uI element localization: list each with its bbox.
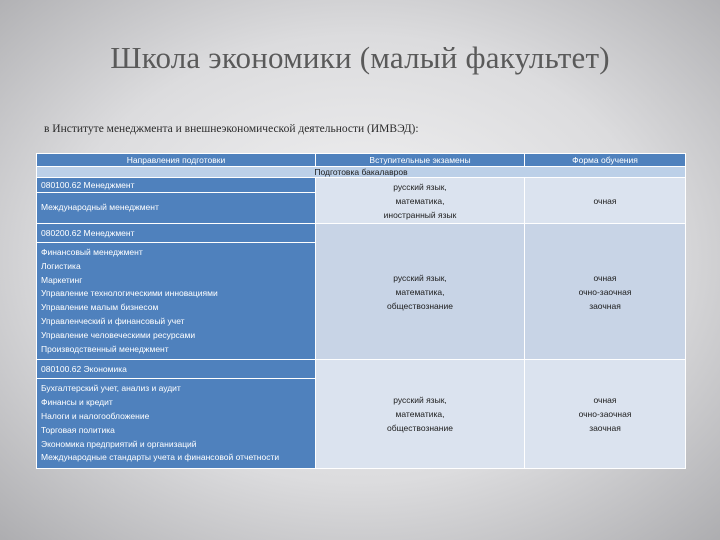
header-form: Форма обучения — [525, 154, 686, 167]
program-item: Логистика — [41, 260, 81, 271]
form-item: очная — [593, 272, 617, 283]
table-row — [37, 360, 686, 379]
form-item: очно-заочная — [578, 409, 632, 420]
header-exams: Вступительные экзамены — [316, 154, 525, 167]
exam-item: математика, — [395, 195, 445, 206]
form-cell — [525, 178, 686, 224]
form-cell — [525, 224, 686, 360]
exam-item: русский язык, — [393, 395, 447, 406]
program-item: Налоги и налогообложение — [41, 410, 150, 421]
table-row — [37, 224, 686, 243]
program-item: Управление человеческими ресурсами — [41, 329, 196, 340]
program-list — [37, 243, 316, 360]
exam-item: иностранный язык — [383, 209, 457, 220]
program-item: Производственный менеджмент — [41, 343, 169, 354]
slide-subtitle: в Институте менеджмента и внешнеэкономической деятельности (ИМВЭД): — [44, 123, 419, 135]
program-item: Бухгалтерский учет, анализ и аудит — [41, 383, 181, 394]
exams-cell — [316, 224, 525, 360]
subheader-bachelor: Подготовка бакалавров — [37, 167, 686, 178]
form-item: заочная — [589, 300, 621, 311]
table-header-row — [37, 154, 686, 167]
form-item: очно-заочная — [578, 286, 632, 297]
exams-cell — [316, 178, 525, 224]
form-item: очная — [593, 195, 617, 206]
exam-item: обществознание — [387, 423, 453, 434]
form-cell — [525, 360, 686, 469]
header-directions: Направления подготовки — [37, 154, 316, 167]
program-code: 080200.62 Менеджмент — [37, 224, 316, 243]
program-item: Финансовый менеджмент — [41, 247, 143, 257]
programs-table — [36, 153, 686, 469]
program-item: Управление малым бизнесом — [41, 302, 159, 313]
program-list — [37, 193, 316, 224]
exam-item: обществознание — [387, 300, 453, 311]
program-item: Международные стандарты учета и финансовой отчетности — [41, 452, 280, 463]
table-row — [37, 178, 686, 193]
program-item: Экономика предприятий и организаций — [41, 438, 197, 449]
program-item: Управленческий и финансовый учет — [41, 315, 185, 326]
exam-item: русский язык, — [393, 272, 447, 283]
program-code: 080100.62 Менеджмент — [37, 178, 316, 193]
form-item: очная — [593, 395, 617, 406]
exams-cell — [316, 360, 525, 469]
program-list — [37, 379, 316, 469]
exam-item: русский язык, — [393, 181, 447, 192]
program-item: Торговая политика — [41, 424, 115, 435]
program-code: 080100.62 Экономика — [37, 360, 316, 379]
program-item: Управление технологическими инновациями — [41, 288, 218, 299]
exam-item: математика, — [395, 286, 445, 297]
program-item: Международный менеджмент — [41, 202, 159, 213]
exam-item: математика, — [395, 409, 445, 420]
slide-title: Школа экономики (малый факультет) — [110, 40, 610, 75]
form-item: заочная — [589, 423, 621, 434]
program-item: Маркетинг — [41, 274, 83, 285]
table-subheader-row — [37, 167, 686, 178]
program-item: Финансы и кредит — [41, 397, 113, 408]
